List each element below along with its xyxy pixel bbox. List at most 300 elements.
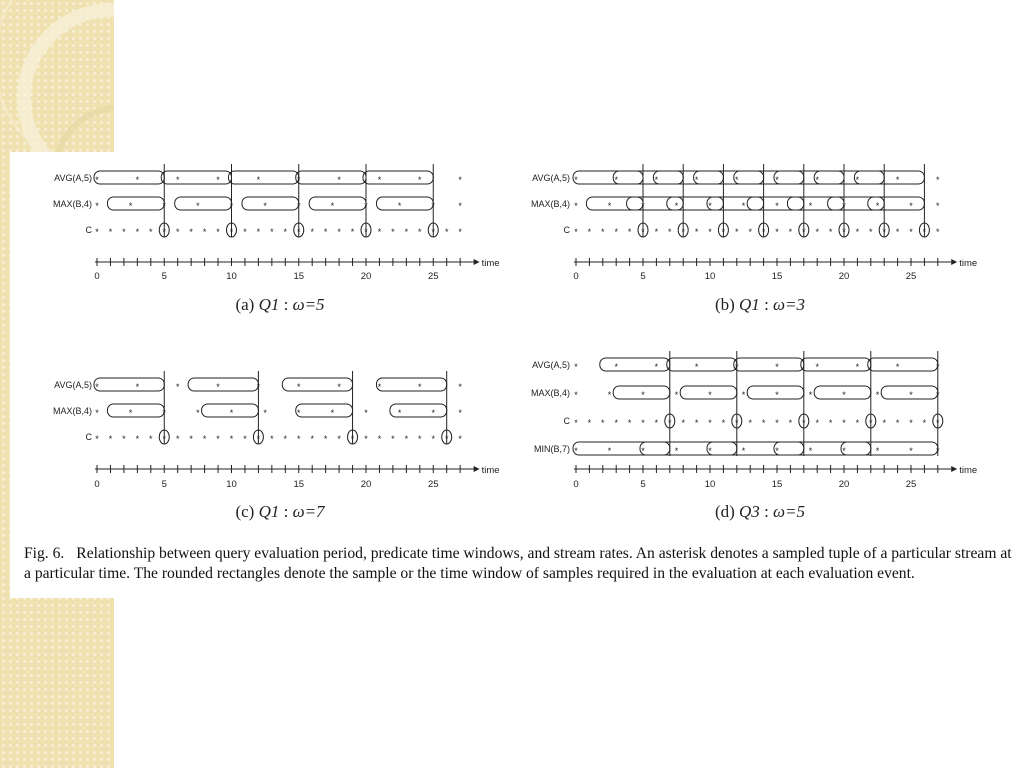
- row-label: C: [563, 416, 570, 426]
- sample-asterisk: *: [936, 175, 940, 185]
- sample-asterisk: *: [775, 446, 779, 456]
- time-window: [854, 171, 924, 184]
- sample-asterisk: *: [909, 390, 913, 400]
- sample-asterisk: *: [196, 201, 200, 211]
- sample-asterisk: *: [614, 227, 618, 237]
- axis-title: time: [959, 258, 978, 269]
- tick-label: 20: [838, 271, 850, 282]
- sample-asterisk: *: [607, 201, 612, 211]
- time-window: [640, 442, 737, 455]
- panel-title: [715, 502, 805, 521]
- row-label: AVG(A,5): [54, 173, 92, 183]
- sample-asterisk: *: [444, 434, 449, 444]
- sample-asterisk: *: [458, 434, 462, 444]
- sample-asterisk: *: [377, 434, 382, 444]
- sample-asterisk: *: [641, 446, 645, 456]
- sample-asterisk: *: [681, 227, 685, 237]
- sample-asterisk: *: [431, 201, 436, 211]
- sample-asterisk: *: [310, 434, 314, 444]
- sample-asterisk: *: [668, 418, 672, 428]
- time-window: [376, 378, 446, 391]
- sample-asterisk: *: [708, 201, 712, 211]
- sample-asterisk: *: [229, 434, 234, 444]
- sample-asterisk: *: [431, 408, 436, 418]
- sample-asterisk: *: [601, 227, 605, 237]
- sample-asterisk: *: [587, 418, 592, 428]
- sample-asterisk: *: [391, 434, 395, 444]
- sample-asterisk: *: [458, 201, 462, 211]
- sample-asterisk: *: [855, 418, 860, 428]
- time-window: [667, 358, 737, 371]
- figure-caption: [24, 544, 1014, 584]
- sample-asterisk: *: [162, 227, 167, 237]
- sample-asterisk: *: [364, 201, 368, 211]
- sample-asterisk: *: [243, 434, 247, 444]
- row-label: AVG(A,5): [532, 173, 570, 183]
- sample-asterisk: *: [337, 175, 341, 185]
- sample-asterisk: *: [135, 382, 140, 392]
- axis-title: time: [959, 465, 978, 476]
- sample-asterisk: *: [216, 382, 220, 392]
- time-window: [282, 378, 352, 391]
- sample-asterisk: *: [614, 362, 618, 372]
- tick-label: 10: [226, 271, 237, 282]
- sample-asterisk: *: [936, 362, 940, 372]
- sample-asterisk: *: [708, 418, 712, 428]
- time-axis-arrow: [951, 259, 957, 265]
- sample-asterisk: *: [855, 362, 860, 372]
- tick-label: 5: [161, 479, 167, 490]
- sample-asterisk: *: [162, 408, 167, 418]
- sample-asterisk: *: [842, 201, 846, 211]
- sample-asterisk: *: [323, 227, 328, 237]
- sample-asterisk: *: [775, 175, 779, 185]
- time-window: [787, 197, 844, 210]
- sample-asterisk: *: [574, 418, 578, 428]
- time-window: [653, 171, 723, 184]
- sample-asterisk: *: [708, 227, 712, 237]
- sample-asterisk: *: [256, 382, 261, 392]
- sample-asterisk: *: [175, 227, 180, 237]
- time-window: [801, 358, 871, 371]
- sample-asterisk: *: [337, 434, 341, 444]
- sample-asterisk: *: [761, 227, 766, 237]
- sample-asterisk: *: [256, 227, 261, 237]
- panel-title: [715, 295, 805, 314]
- sample-asterisk: *: [196, 408, 200, 418]
- time-window: [586, 197, 643, 210]
- sample-asterisk: *: [748, 418, 752, 428]
- tick-label: 20: [360, 479, 372, 490]
- sample-asterisk: *: [216, 175, 220, 185]
- sample-asterisk: *: [909, 418, 913, 428]
- sample-asterisk: *: [735, 418, 739, 428]
- panel-title-separator: :: [279, 502, 293, 521]
- sample-asterisk: *: [364, 434, 368, 444]
- sample-asterisk: *: [668, 227, 672, 237]
- tick-label: 5: [161, 271, 167, 282]
- sample-asterisk: *: [681, 418, 685, 428]
- sample-asterisk: *: [574, 390, 578, 400]
- sample-asterisk: *: [444, 227, 449, 237]
- row-label: MAX(B,4): [52, 406, 92, 416]
- time-window: [94, 378, 164, 391]
- sample-asterisk: *: [377, 382, 382, 392]
- sample-asterisk: *: [694, 175, 699, 185]
- time-window: [376, 197, 436, 211]
- sample-asterisk: *: [296, 175, 301, 185]
- sample-asterisk: *: [574, 227, 578, 237]
- sample-asterisk: *: [641, 201, 645, 211]
- panel-title-separator: :: [759, 502, 774, 521]
- time-window: [363, 171, 433, 184]
- sample-asterisk: *: [607, 446, 612, 456]
- sample-asterisk: *: [202, 227, 207, 237]
- sample-asterisk: *: [808, 446, 813, 456]
- time-window: [296, 171, 366, 184]
- tick-label: 15: [293, 479, 305, 490]
- tick-label: 0: [573, 479, 579, 490]
- sample-asterisk: *: [654, 175, 659, 185]
- tick-label: 10: [704, 271, 716, 282]
- tick-label: 20: [360, 271, 372, 282]
- sample-asterisk: *: [735, 175, 739, 185]
- sample-asterisk: *: [788, 418, 793, 428]
- sample-asterisk: *: [674, 446, 679, 456]
- sample-asterisk: *: [882, 227, 886, 237]
- sample-asterisk: *: [296, 408, 301, 418]
- panel-title-prefix: (a): [235, 295, 259, 314]
- sample-asterisk: *: [641, 418, 645, 428]
- time-window: [296, 404, 353, 417]
- tick-label: 15: [771, 479, 783, 490]
- sample-asterisk: *: [614, 175, 618, 185]
- sample-asterisk: *: [815, 362, 819, 372]
- sample-asterisk: *: [95, 175, 99, 185]
- panel-title-query: Q1: [258, 295, 280, 314]
- sample-asterisk: *: [708, 390, 712, 400]
- time-window: [161, 171, 231, 184]
- sample-asterisk: *: [229, 408, 234, 418]
- sample-asterisk: *: [875, 446, 880, 456]
- sample-asterisk: *: [815, 418, 819, 428]
- sample-asterisk: *: [936, 201, 940, 211]
- panel-title-separator: :: [759, 295, 774, 314]
- sample-asterisk: *: [458, 408, 462, 418]
- panel-title-prefix: (d): [714, 502, 740, 521]
- sample-asterisk: *: [842, 227, 846, 237]
- sample-asterisk: *: [431, 434, 436, 444]
- sample-asterisk: *: [135, 227, 140, 237]
- time-window: [242, 197, 299, 210]
- time-window: [573, 171, 643, 184]
- sample-asterisk: *: [674, 201, 679, 211]
- axis-title: time: [481, 258, 500, 269]
- row-label: C: [563, 225, 570, 235]
- time-window: [734, 358, 804, 371]
- sample-asterisk: *: [708, 446, 712, 456]
- sample-asterisk: *: [162, 201, 167, 211]
- sample-asterisk: *: [587, 227, 592, 237]
- sample-asterisk: *: [909, 227, 913, 237]
- sample-asterisk: *: [654, 227, 659, 237]
- sample-asterisk: *: [694, 418, 699, 428]
- sample-asterisk: *: [391, 227, 395, 237]
- figure-diagrams: [10, 152, 1024, 598]
- sample-asterisk: *: [607, 390, 612, 400]
- sample-asterisk: *: [216, 434, 220, 444]
- sample-asterisk: *: [404, 434, 409, 444]
- time-window: [774, 171, 844, 184]
- axis-title: time: [481, 465, 500, 476]
- tick-label: 25: [905, 271, 917, 282]
- row-label: C: [85, 432, 92, 442]
- sample-asterisk: *: [189, 434, 193, 444]
- row-label: MIN(B,7): [534, 444, 570, 454]
- sample-asterisk: *: [108, 227, 113, 237]
- tick-label: 10: [226, 479, 237, 490]
- panel-title-query: Q1: [258, 502, 280, 521]
- row-label: MAX(B,4): [530, 199, 570, 209]
- panel-title-param: ω=5: [773, 502, 806, 521]
- sample-asterisk: *: [135, 175, 140, 185]
- sample-asterisk: *: [202, 434, 207, 444]
- sample-asterisk: *: [263, 201, 267, 211]
- sample-asterisk: *: [189, 227, 193, 237]
- sample-asterisk: *: [869, 227, 873, 237]
- tick-label: 5: [640, 271, 646, 282]
- sample-asterisk: *: [323, 434, 328, 444]
- sample-asterisk: *: [108, 434, 113, 444]
- sample-asterisk: *: [721, 418, 726, 428]
- sample-asterisk: *: [875, 201, 880, 211]
- sample-asterisk: *: [135, 434, 140, 444]
- sample-asterisk: *: [909, 201, 913, 211]
- time-axis-arrow: [951, 466, 957, 472]
- sample-asterisk: *: [694, 227, 699, 237]
- sample-asterisk: *: [654, 418, 659, 428]
- sample-asterisk: *: [397, 408, 402, 418]
- time-window: [573, 442, 670, 455]
- tick-label: 0: [94, 479, 100, 490]
- sample-asterisk: *: [735, 227, 739, 237]
- time-window: [707, 442, 804, 455]
- sample-asterisk: *: [922, 227, 927, 237]
- sample-asterisk: *: [641, 390, 645, 400]
- sample-asterisk: *: [775, 227, 779, 237]
- sample-asterisk: *: [122, 434, 126, 444]
- panel-title: [235, 502, 326, 521]
- sample-asterisk: *: [175, 175, 180, 185]
- figure-panel: [10, 152, 1024, 598]
- sample-asterisk: *: [895, 227, 900, 237]
- sample-asterisk: *: [735, 362, 739, 372]
- sample-asterisk: *: [296, 434, 301, 444]
- sample-asterisk: *: [641, 227, 645, 237]
- time-window: [694, 171, 764, 184]
- panel-title-prefix: (b): [714, 295, 740, 314]
- sample-asterisk: *: [936, 390, 940, 400]
- sample-asterisk: *: [694, 362, 699, 372]
- time-window: [841, 442, 938, 455]
- sample-asterisk: *: [350, 434, 355, 444]
- sample-asterisk: *: [574, 362, 578, 372]
- sample-asterisk: *: [296, 227, 301, 237]
- sample-asterisk: *: [627, 418, 632, 428]
- sample-asterisk: *: [895, 175, 900, 185]
- sample-asterisk: *: [95, 227, 99, 237]
- sample-asterisk: *: [842, 390, 846, 400]
- sample-asterisk: *: [310, 227, 314, 237]
- sample-asterisk: *: [175, 382, 180, 392]
- tick-label: 5: [640, 479, 646, 490]
- sample-asterisk: *: [674, 390, 679, 400]
- sample-asterisk: *: [256, 434, 261, 444]
- sample-asterisk: *: [229, 201, 234, 211]
- sample-asterisk: *: [627, 227, 632, 237]
- time-window: [774, 442, 871, 455]
- sample-asterisk: *: [802, 418, 806, 428]
- sample-asterisk: *: [256, 175, 261, 185]
- sample-asterisk: *: [574, 175, 578, 185]
- sample-asterisk: *: [149, 227, 153, 237]
- tick-label: 0: [573, 271, 579, 282]
- sample-asterisk: *: [128, 201, 133, 211]
- sample-asterisk: *: [855, 175, 860, 185]
- tick-label: 15: [293, 271, 305, 282]
- sample-asterisk: *: [330, 408, 335, 418]
- panel-a: [53, 164, 500, 314]
- sample-asterisk: *: [175, 434, 180, 444]
- sample-asterisk: *: [149, 434, 153, 444]
- sample-asterisk: *: [397, 201, 402, 211]
- sample-asterisk: *: [162, 434, 167, 444]
- sample-asterisk: *: [761, 418, 766, 428]
- sample-asterisk: *: [418, 382, 422, 392]
- time-window: [734, 171, 804, 184]
- sample-asterisk: *: [458, 175, 462, 185]
- sample-asterisk: *: [741, 446, 746, 456]
- sample-asterisk: *: [808, 390, 813, 400]
- sample-asterisk: *: [741, 390, 746, 400]
- tick-label: 20: [838, 479, 850, 490]
- row-label: MAX(B,4): [52, 199, 92, 209]
- panel-b: [531, 164, 977, 314]
- tick-label: 25: [905, 479, 917, 490]
- panel-title: [235, 295, 324, 314]
- tick-label: 25: [427, 271, 439, 282]
- time-window: [814, 171, 884, 184]
- sample-asterisk: *: [364, 227, 368, 237]
- sample-asterisk: *: [614, 418, 618, 428]
- sample-asterisk: *: [458, 227, 462, 237]
- sample-asterisk: *: [936, 446, 940, 456]
- sample-asterisk: *: [122, 227, 126, 237]
- sample-asterisk: *: [418, 175, 422, 185]
- sample-asterisk: *: [741, 201, 746, 211]
- sample-asterisk: *: [828, 227, 833, 237]
- sample-asterisk: *: [270, 434, 274, 444]
- tick-label: 0: [94, 271, 100, 282]
- tick-label: 10: [704, 479, 716, 490]
- sample-asterisk: *: [788, 227, 793, 237]
- sample-asterisk: *: [128, 408, 133, 418]
- sample-asterisk: *: [95, 408, 99, 418]
- sample-asterisk: *: [458, 382, 462, 392]
- panel-d: [531, 351, 977, 521]
- sample-asterisk: *: [815, 175, 819, 185]
- sample-asterisk: *: [895, 362, 900, 372]
- time-window: [229, 171, 299, 184]
- sample-asterisk: *: [842, 418, 846, 428]
- time-window: [175, 197, 232, 210]
- sample-asterisk: *: [296, 201, 301, 211]
- sample-asterisk: *: [404, 227, 409, 237]
- time-window: [707, 197, 764, 210]
- panel-title-query: Q3: [739, 502, 760, 521]
- sample-asterisk: *: [828, 418, 833, 428]
- sample-asterisk: *: [263, 408, 267, 418]
- time-window: [188, 378, 258, 391]
- row-label: AVG(A,5): [532, 360, 570, 370]
- sample-asterisk: *: [243, 227, 247, 237]
- time-window: [107, 404, 167, 418]
- row-label: AVG(A,5): [54, 380, 92, 390]
- sample-asterisk: *: [808, 201, 813, 211]
- sample-asterisk: *: [95, 382, 99, 392]
- sample-asterisk: *: [377, 175, 382, 185]
- sample-asterisk: *: [882, 418, 886, 428]
- sample-asterisk: *: [330, 201, 335, 211]
- sample-asterisk: *: [270, 227, 274, 237]
- row-label: MAX(B,4): [530, 388, 570, 398]
- sample-asterisk: *: [869, 418, 873, 428]
- time-window: [613, 171, 683, 184]
- sample-asterisk: *: [283, 227, 288, 237]
- sample-asterisk: *: [936, 418, 940, 428]
- sample-asterisk: *: [574, 446, 578, 456]
- sample-asterisk: *: [815, 227, 819, 237]
- sample-asterisk: *: [337, 382, 341, 392]
- sample-asterisk: *: [296, 382, 301, 392]
- time-window: [107, 197, 167, 211]
- sample-asterisk: *: [895, 418, 900, 428]
- sample-asterisk: *: [775, 390, 779, 400]
- time-window: [600, 358, 670, 371]
- sample-asterisk: *: [748, 227, 752, 237]
- sample-asterisk: *: [95, 434, 99, 444]
- time-window: [868, 358, 938, 371]
- sample-asterisk: *: [721, 227, 726, 237]
- panel-title-separator: :: [279, 295, 293, 314]
- sample-asterisk: *: [875, 390, 880, 400]
- panel-title-prefix: (c): [235, 502, 259, 521]
- panel-title-param: ω=5: [292, 295, 325, 314]
- tick-label: 15: [771, 271, 783, 282]
- sample-asterisk: *: [283, 434, 288, 444]
- sample-asterisk: *: [350, 227, 355, 237]
- panel-c: [53, 371, 500, 521]
- sample-asterisk: *: [431, 227, 436, 237]
- sample-asterisk: *: [842, 446, 846, 456]
- row-label: C: [85, 225, 92, 235]
- tick-label: 25: [427, 479, 439, 490]
- sample-asterisk: *: [601, 418, 605, 428]
- sample-asterisk: *: [855, 227, 860, 237]
- caption-text: Relationship between query evaluation period, predicate time windows, and stream rates. An asterisk denotes a sampled tuple of a particular stream at a particular time. The rounded rectangles denote the sample or the time window of samples required in the evaluation at each evaluation event.: [24, 545, 1012, 582]
- time-window: [309, 197, 366, 210]
- sample-asterisk: *: [337, 227, 341, 237]
